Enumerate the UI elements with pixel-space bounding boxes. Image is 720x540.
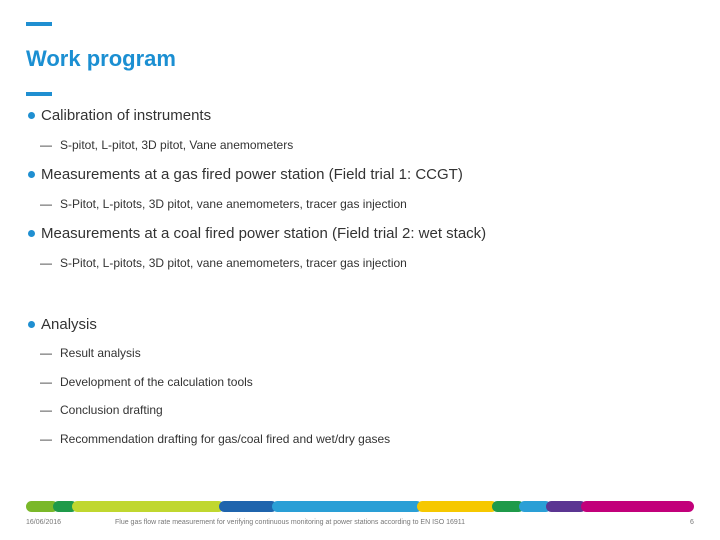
sub-bullet-item	[40, 403, 163, 417]
bullet-text: Measurements at a coal fired power station (Field trial 2: wet stack)	[41, 225, 487, 242]
bullet-text: Analysis	[41, 316, 97, 333]
bullet-item	[28, 225, 486, 242]
bullet-dot-icon	[28, 112, 35, 119]
footer-bar-segment	[581, 501, 694, 512]
sub-bullet-text: Development of the calculation tools	[60, 375, 253, 389]
page-number: 6	[690, 519, 694, 526]
bullet-dot-icon	[28, 171, 35, 178]
sub-bullet-text: S-pitot, L-pitot, 3D pitot, Vane anemometers	[60, 138, 294, 152]
sub-bullet-text: Result analysis	[60, 346, 141, 360]
footer-caption: Flue gas flow rate measurement for verifying continuous monitoring at power stations according to EN ISO 16911	[115, 519, 466, 526]
sub-bullet-item	[40, 432, 390, 446]
sub-bullet-text: Recommendation drafting for gas/coal fired and wet/dry gases	[60, 432, 391, 446]
footer-bar-segment	[72, 501, 224, 512]
footer-date: 16/06/2016	[26, 519, 62, 526]
dash-icon: —	[40, 403, 52, 417]
dash-icon: —	[40, 375, 52, 389]
dash-icon: —	[40, 138, 52, 152]
bullet-dot-icon	[28, 321, 35, 328]
sub-bullet-text: S-Pitot, L-pitots, 3D pitot, vane anemometers, tracer gas injection	[60, 197, 407, 211]
footer-bar-segment	[219, 501, 277, 512]
bullet-item	[28, 166, 463, 183]
bullet-dot-icon	[28, 230, 35, 237]
sub-bullet-text: S-Pitot, L-pitots, 3D pitot, vane anemometers, tracer gas injection	[60, 256, 407, 270]
sub-bullet-item	[40, 197, 407, 211]
bullet-item	[28, 107, 211, 124]
sub-bullet-item	[40, 375, 253, 389]
bullet-item	[28, 316, 97, 333]
dash-icon: —	[40, 432, 52, 446]
footer-bar-segment	[546, 501, 586, 512]
footer-bar-segment	[272, 501, 422, 512]
sub-bullet-item	[40, 138, 293, 152]
dash-icon: —	[40, 256, 52, 270]
sub-bullet-text: Conclusion drafting	[60, 403, 163, 417]
sub-bullet-item	[40, 346, 141, 360]
footer-bar-segment	[417, 501, 497, 512]
dash-icon: —	[40, 197, 52, 211]
sub-bullet-item	[40, 256, 407, 270]
bullet-text: Measurements at a gas fired power station (Field trial 1: CCGT)	[41, 166, 463, 183]
title-accent-bottom	[26, 92, 52, 96]
page-title: Work program	[26, 46, 176, 71]
title-accent-top	[26, 22, 52, 26]
bullet-text: Calibration of instruments	[41, 107, 212, 124]
dash-icon: —	[40, 346, 52, 360]
